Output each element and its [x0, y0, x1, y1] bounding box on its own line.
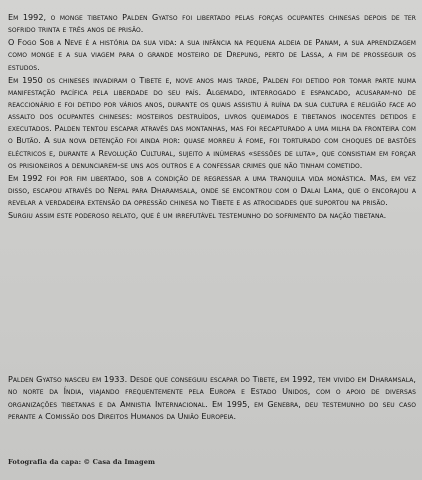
author-bio-paragraph: Palden Gyatso nasceu em 1933. Desde que conseguiu escapar do Tibete, em 1992, tem vivido em Dharamsala, no norte da Índia, viajando frequentemente pela Europa e Estado Unidos, com o apoio de diversas organizações tibetanas e da Amnistia Internacional. Em 1995, em Genebra, deu testemunho do seu caso perante a Comissão dos Direitos Humanos da União Europeia. — [8, 375, 416, 421]
synopsis-paragraph-3: Em 1950 os chineses invadiram o Tibete e, nove anos mais tarde, Palden foi detido por tomar parte numa manifestação pacífica pela liberdade do seu país. Algemado, interrogado e espancado, acusaram-no de reaccionário e foi detido por vários anos, durante os quais assistiu à ruína da sua cultura e religião face ao assalto dos ocupantes chineses: mosteiros destruídos, livros queimados e tibetanos inocentes detidos e executados. Palden tentou escapar através das montanhas, mas foi recapturado a uma milha da fronteira com o Butão. A sua nova detenção foi ainda pior: quase morreu à fome, foi torturado com choques de bastões eléctricos e, durante a Revolução Cultural, sujeito a inúmeras «sessões de luta», que consistiam em forçar os prisioneiros a denunciarem-se uns aos outros e a confessar crimes que não tinham cometido. — [8, 75, 416, 170]
synopsis-paragraph-5: Surgiu assim este poderoso relato, que é um irrefutável testemunho do sofrimento da nação tibetana. — [8, 211, 387, 221]
cover-photo-credit: Fotografia da capa: © Casa da Imagem — [8, 458, 156, 466]
synopsis-paragraph-1: Em 1992, o monge tibetano Palden Gyatso foi libertado pelas forças ocupantes chinesas depois de ter sofrido trinta e três anos de prisão. — [8, 13, 416, 35]
author-bio — [8, 374, 416, 424]
synopsis-paragraph-4: Em 1992 foi por fim libertado, sob a condição de regressar a uma tranquila vida monástica. Mas, em vez disso, escapou através do Nepal para Dharamsala, onde se encontrou com o Dalai Lama, que o encorajou a revelar a verdadeira extensão da opressão chinesa no Tibete e as atrocidades que suportou na prisão. — [8, 173, 416, 208]
synopsis-text — [8, 12, 416, 223]
synopsis-paragraph-2: O Fogo Sob a Neve é a história da sua vida: a sua infância na pequena aldeia de Panam, a sua aprendizagem como monge e a sua viagem para o grande mosteiro de Drepung, perto de Lassa, a fim de prosseguir os estudos. — [8, 38, 416, 72]
